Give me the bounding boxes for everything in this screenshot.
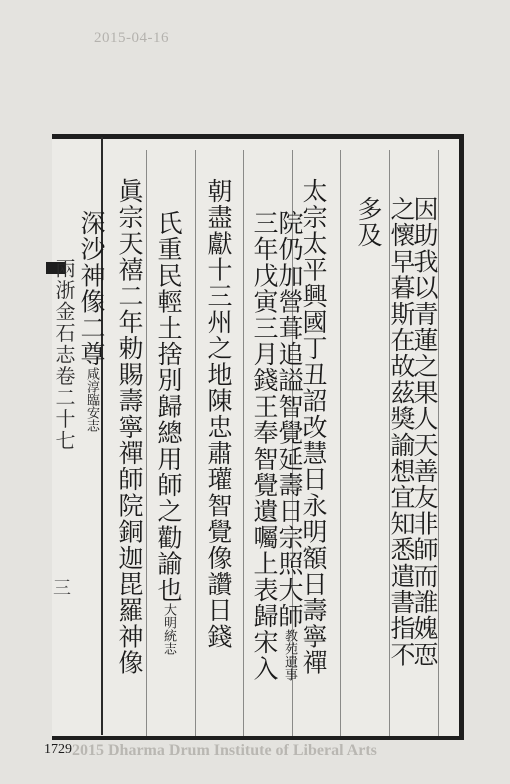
- column-note: 咸淳臨安志: [84, 367, 99, 433]
- book-title: 兩浙金石志卷二十七: [52, 258, 76, 452]
- column-text: 多及: [354, 196, 383, 249]
- frame-bottom-border: [52, 736, 464, 740]
- column-rule: [243, 150, 244, 736]
- column-note: 大明統志: [161, 603, 176, 655]
- column-rule: [195, 150, 196, 736]
- column-text: 之懷早暮斯在故茲獎諭想宜知悉遣書指不: [387, 196, 416, 668]
- folio-number: 三: [50, 578, 71, 594]
- column-text: 氏重民輕土捨別歸總用師之勸諭也: [154, 210, 183, 603]
- column-text: 太宗太平興國丁丑詔改慧日永明額日壽寧禪: [299, 178, 328, 676]
- text-column-10: [75, 210, 107, 432]
- column-rule: [340, 150, 341, 736]
- column-text: 深沙神像二尊: [77, 210, 106, 368]
- text-column-7: [202, 178, 234, 650]
- text-column-2: [385, 196, 417, 668]
- column-text: 眞宗天禧二年勅賜壽寧禪師院銅迦毘羅神像: [115, 178, 144, 676]
- text-column-3: [352, 196, 384, 248]
- column-text: 院仍加營葺追謚智覺延壽日宗照大師: [275, 210, 304, 630]
- page-number: 1729: [44, 742, 72, 757]
- text-column-8: [152, 210, 184, 655]
- column-text: 朝盡獻十三州之地陳忠肅瓘智覺像讚日錢: [204, 178, 233, 650]
- column-note: 教苑遺事: [282, 629, 297, 682]
- column-rule: [146, 150, 147, 736]
- column-text: 三年戊寅三月錢王奉智覺遺囑上表歸宋入: [250, 210, 279, 682]
- column-text: 因助我以青蓮之果人天善友非師而誰媿恧: [410, 196, 439, 668]
- date-stamp: 2015-04-16: [94, 30, 169, 46]
- text-column-9: [113, 178, 145, 676]
- watermark-text: 2015 Dharma Drum Institute of Liberal Arts: [72, 742, 377, 759]
- text-column-6: [248, 210, 280, 682]
